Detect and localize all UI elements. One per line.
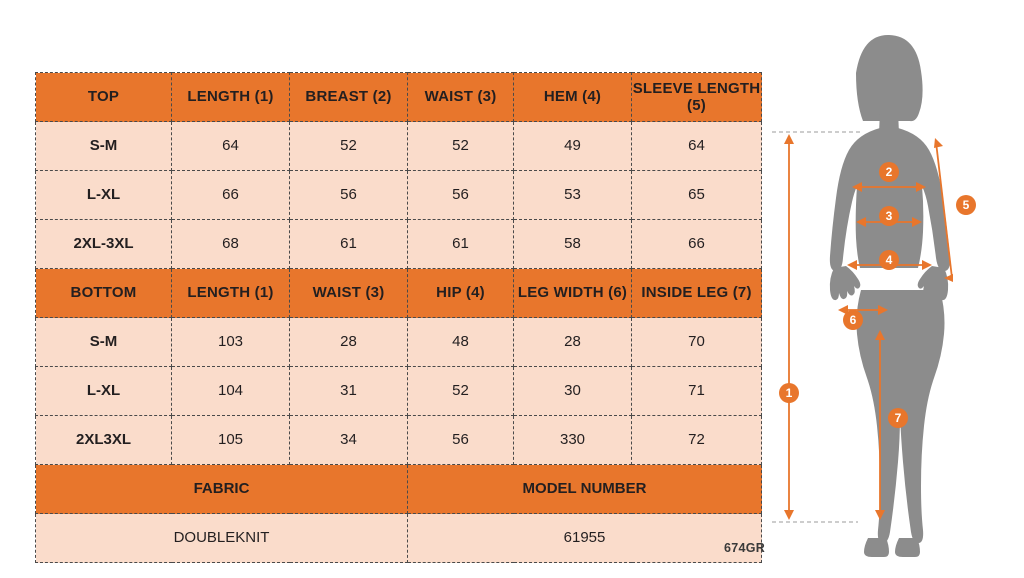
header-bottom: BOTTOM — [36, 269, 172, 318]
header-hem-4: HEM (4) — [514, 73, 632, 122]
row-label-sm-top: S-M — [36, 122, 172, 171]
cell-top-sm-breast: 52 — [290, 122, 408, 171]
table-row — [36, 367, 762, 416]
table-row — [36, 220, 762, 269]
cell-bottom-lxl-waist: 31 — [290, 367, 408, 416]
table-footer-header-row — [36, 465, 762, 514]
cell-bottom-2xl3xl-leg-width: 330 — [514, 416, 632, 465]
cell-bottom-2xl3xl-hip: 56 — [408, 416, 514, 465]
row-label-lxl-bottom: L-XL — [36, 367, 172, 416]
marker-4: 4 — [879, 250, 899, 270]
cell-top-lxl-length: 66 — [172, 171, 290, 220]
header-length-1: LENGTH (1) — [172, 73, 290, 122]
value-fabric: DOUBLEKNIT — [36, 514, 408, 563]
header-fabric: FABRIC — [36, 465, 408, 514]
cell-bottom-2xl3xl-waist: 34 — [290, 416, 408, 465]
cell-top-2xl3xl-hem: 58 — [514, 220, 632, 269]
cell-bottom-sm-hip: 48 — [408, 318, 514, 367]
table-header-row-top — [36, 73, 762, 122]
row-label-lxl-top: L-XL — [36, 171, 172, 220]
measurement-figure — [756, 10, 1024, 578]
cell-top-2xl3xl-sleeve: 66 — [632, 220, 762, 269]
marker-7: 7 — [888, 408, 908, 428]
header-bottom-leg-width-6: LEG WIDTH (6) — [514, 269, 632, 318]
header-bottom-length-1: LENGTH (1) — [172, 269, 290, 318]
cell-bottom-lxl-inside-leg: 71 — [632, 367, 762, 416]
row-label-2xl3xl-bottom: 2XL3XL — [36, 416, 172, 465]
header-top: TOP — [36, 73, 172, 122]
cell-bottom-lxl-hip: 52 — [408, 367, 514, 416]
cell-top-2xl3xl-waist: 61 — [408, 220, 514, 269]
female-body-silhouette-icon — [756, 10, 1024, 578]
cell-top-lxl-sleeve: 65 — [632, 171, 762, 220]
marker-5: 5 — [956, 195, 976, 215]
cell-bottom-2xl3xl-inside-leg: 72 — [632, 416, 762, 465]
cell-top-lxl-waist: 56 — [408, 171, 514, 220]
cell-top-sm-length: 64 — [172, 122, 290, 171]
table-row — [36, 122, 762, 171]
marker-3: 3 — [879, 206, 899, 226]
cell-bottom-sm-length: 103 — [172, 318, 290, 367]
header-bottom-inside-leg-7: INSIDE LEG (7) — [632, 269, 762, 318]
header-model-number: MODEL NUMBER — [408, 465, 762, 514]
table-row — [36, 318, 762, 367]
cell-bottom-lxl-length: 104 — [172, 367, 290, 416]
header-sleeve-length-5: SLEEVE LENGTH (5) — [632, 73, 762, 122]
marker-6: 6 — [843, 310, 863, 330]
cell-bottom-lxl-leg-width: 30 — [514, 367, 632, 416]
header-bottom-hip-4: HIP (4) — [408, 269, 514, 318]
table-row — [36, 171, 762, 220]
cell-top-2xl3xl-breast: 61 — [290, 220, 408, 269]
table-footer-value-row — [36, 514, 762, 563]
header-breast-2: BREAST (2) — [290, 73, 408, 122]
cell-bottom-2xl3xl-length: 105 — [172, 416, 290, 465]
cell-top-sm-hem: 49 — [514, 122, 632, 171]
marker-1: 1 — [779, 383, 799, 403]
table-row — [36, 416, 762, 465]
size-chart-table — [35, 72, 762, 563]
cell-bottom-sm-inside-leg: 70 — [632, 318, 762, 367]
cell-bottom-sm-waist: 28 — [290, 318, 408, 367]
cell-top-lxl-breast: 56 — [290, 171, 408, 220]
value-model-number: 61955 — [408, 514, 762, 563]
cell-bottom-sm-leg-width: 28 — [514, 318, 632, 367]
cell-top-sm-waist: 52 — [408, 122, 514, 171]
header-bottom-waist-3: WAIST (3) — [290, 269, 408, 318]
marker-2: 2 — [879, 162, 899, 182]
row-label-sm-bottom: S-M — [36, 318, 172, 367]
row-label-2xl3xl-top: 2XL-3XL — [36, 220, 172, 269]
cell-top-lxl-hem: 53 — [514, 171, 632, 220]
table-header-row-bottom — [36, 269, 762, 318]
header-waist-3: WAIST (3) — [408, 73, 514, 122]
cell-top-2xl3xl-length: 68 — [172, 220, 290, 269]
cell-top-sm-sleeve: 64 — [632, 122, 762, 171]
product-code-label: 674GR — [724, 541, 766, 555]
